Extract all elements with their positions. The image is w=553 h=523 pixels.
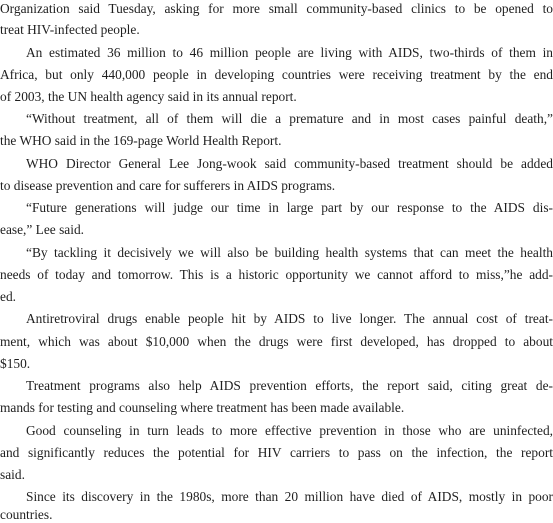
text-line: WHO Director General Lee Jong-wook said community-based treatment should be added	[26, 156, 553, 171]
text-line: Antiretroviral drugs enable people hit by AIDS to live longer. The annual cost of treat-	[26, 311, 553, 326]
text-line: treat HIV-infected people.	[0, 22, 140, 37]
text-line: of 2003, the UN health agency said in its annual report.	[0, 89, 297, 104]
text-line: mands for testing and counseling where treatment has been made available.	[0, 400, 405, 415]
text-line: “Future generations will judge our time in large part by our response to the AIDS dis-	[26, 200, 553, 215]
text-line: An estimated 36 million to 46 million people are living with AIDS, two-thirds of them in	[26, 45, 553, 60]
text-line: needs of today and tomorrow. This is a historic opportunity we cannot afford to miss,”he add-	[0, 267, 553, 282]
text-line: Organization said Tuesday, asking for more small community-based clinics to be opened to	[0, 1, 553, 16]
text-line: the WHO said in the 169-page World Health Report.	[0, 133, 282, 148]
text-line: “By tackling it decisively we will also be building health systems that can meet the health	[26, 245, 553, 260]
text-line: countries.	[0, 507, 53, 522]
text-line: Good counseling in turn leads to more effective prevention in those who are uninfected,	[26, 423, 553, 438]
text-line: and significantly reduces the potential for HIV carriers to pass on the infection, the report	[0, 445, 553, 460]
text-line: ment, which was about $10,000 when the drugs were first developed, has dropped to about	[0, 334, 553, 349]
text-line: “Without treatment, all of them will die a premature and in most cases painful death,”	[26, 111, 553, 126]
text-line: to disease prevention and care for sufferers in AIDS programs.	[0, 178, 336, 193]
text-line: Treatment programs also help AIDS prevention efforts, the report said, citing great de-	[26, 378, 553, 393]
text-line: Africa, but only 440,000 people in developing countries were receiving treatment by the end	[0, 67, 553, 82]
text-line: Since its discovery in the 1980s, more than 20 million have died of AIDS, mostly in poor	[26, 489, 553, 504]
text-line: ease,” Lee said.	[0, 222, 85, 237]
text-line: said.	[0, 467, 25, 482]
text-line: $150.	[0, 356, 31, 371]
text-line: ed.	[0, 289, 16, 304]
